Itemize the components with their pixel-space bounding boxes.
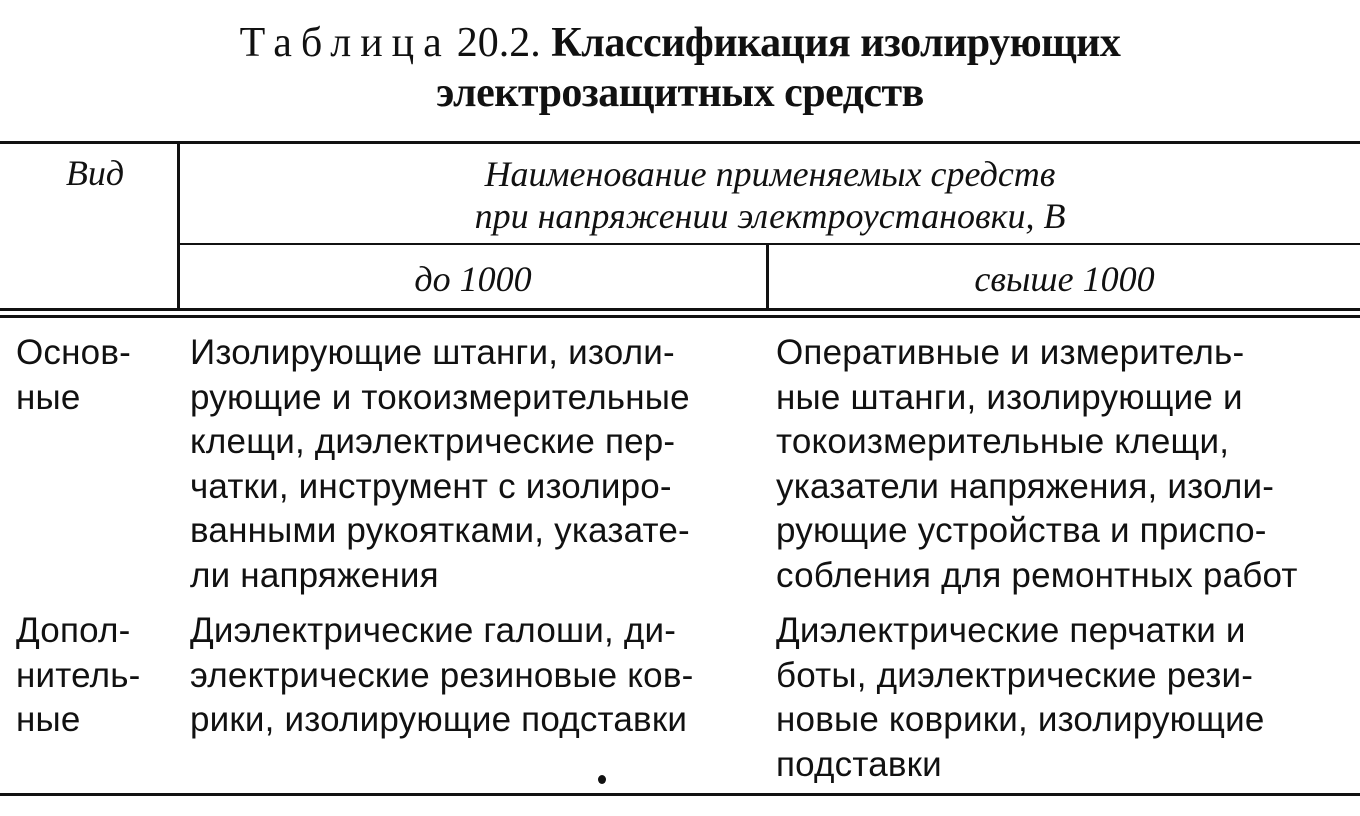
header-group-line-2: при напряжении электроустановки, В <box>474 196 1066 236</box>
caption-line-1 <box>0 18 1360 68</box>
header-kind: Вид <box>65 153 125 193</box>
row-kind-cell: Допол- нитель- ные <box>16 611 141 739</box>
header-bottom-rule <box>0 308 1360 311</box>
header-group-rule <box>180 243 1360 245</box>
table-bottom-rule <box>0 793 1360 796</box>
header-col-low: до 1000 <box>414 259 532 299</box>
caption-number: 20.2. <box>456 20 541 66</box>
caption-prefix: Таблица <box>239 20 451 66</box>
table-caption <box>0 18 1360 118</box>
row-low-voltage-cell: Диэлектрические галоши, ди- электрические резиновые ков- рики, изолирующие подставки <box>190 611 694 739</box>
header-bottom-rule-2 <box>0 315 1360 318</box>
caption-line-2 <box>0 68 1360 118</box>
row-kind-cell: Основ- ные <box>16 333 131 417</box>
header-group-line-1: Наименование применяемых средств <box>484 154 1056 194</box>
row-high-voltage-cell: Оперативные и измеритель- ные штанги, изолирующие и токоизмерительные клещи, указатели напряжения, изоли- рующие устройства и приспо- собления для ремонтных работ <box>776 333 1298 595</box>
caption-title-line-2: электрозащитных средств <box>436 70 924 116</box>
row-high-voltage-cell: Диэлектрические перчатки и боты, диэлектрические рези- новые коврики, изолирующие подставки <box>776 611 1265 784</box>
header-col-high: свыше 1000 <box>974 259 1155 299</box>
row-low-voltage-cell: Изолирующие штанги, изоли- рующие и токоизмерительные клещи, диэлектрические пер- чатки, инструмент с изолиро- ванными рукоятками, указате- ли напряжения <box>190 333 690 595</box>
caption-title-line-1: Классификация изолирующих <box>551 20 1121 66</box>
print-speck <box>598 775 606 784</box>
table-top-rule <box>0 141 1360 144</box>
